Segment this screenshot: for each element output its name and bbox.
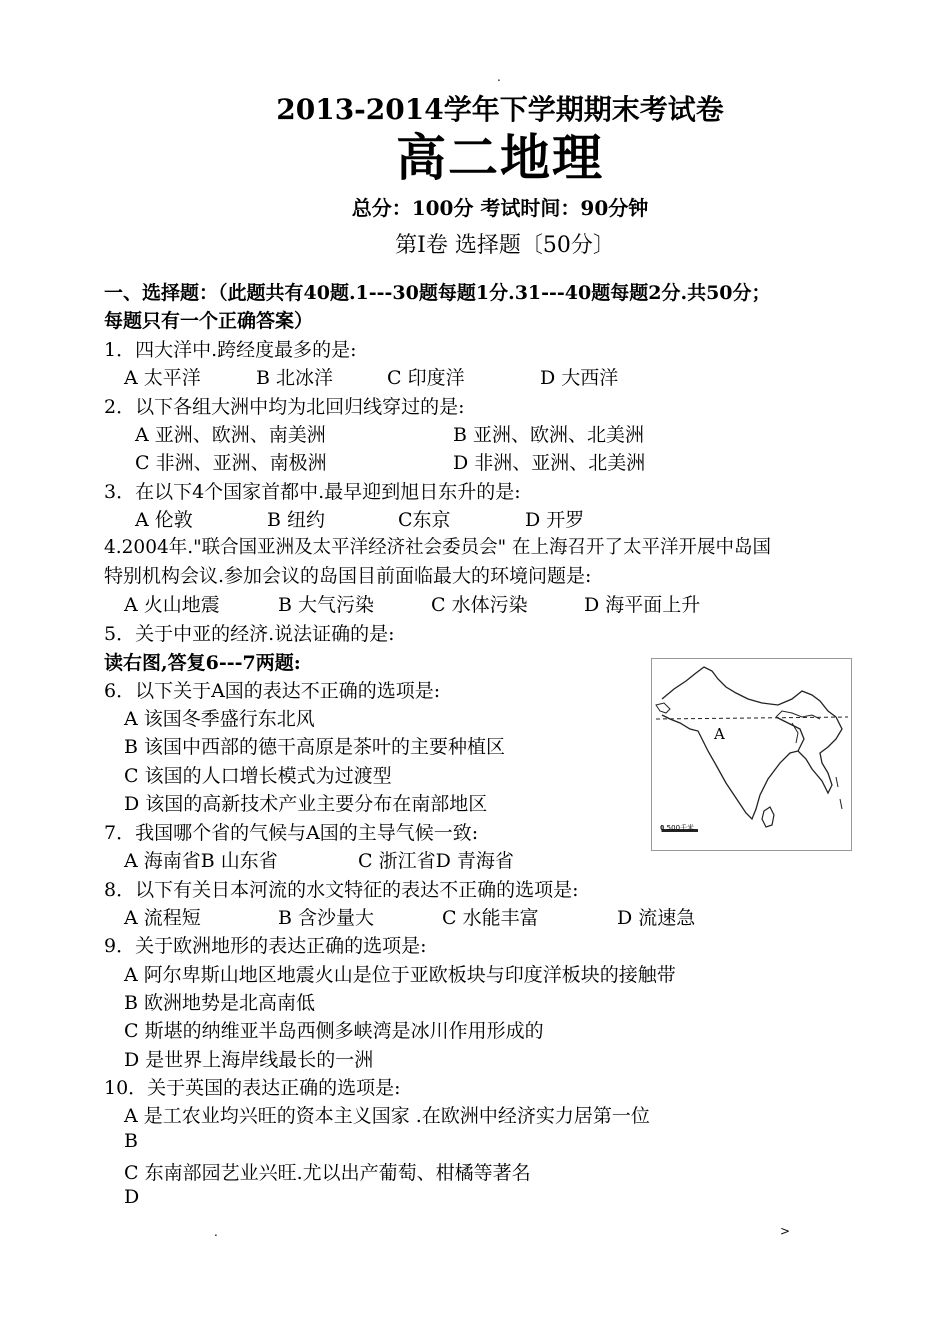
q4-option-a: A 火山地震 bbox=[124, 594, 220, 616]
q9-option-a: A 阿尔卑斯山地区地震火山是位于亚欧板块与印度洋板块的接触带 bbox=[124, 964, 676, 986]
q3-option-d: D 开罗 bbox=[525, 509, 585, 531]
q4-option-c: C 水体污染 bbox=[431, 594, 528, 616]
q2-option-a: A 亚洲、欧洲、南美洲 bbox=[135, 424, 326, 446]
q2-option-d: D 非洲、亚洲、北美洲 bbox=[453, 452, 646, 474]
section-title: 第Ⅰ卷 选择题〔50分〕 bbox=[395, 233, 615, 258]
q8-option-d: D 流速急 bbox=[617, 907, 696, 929]
q2-option-b: B 亚洲、欧洲、北美洲 bbox=[453, 424, 645, 446]
q1-option-a: A 太平洋 bbox=[124, 367, 201, 389]
q6-option-d: D 该国的高新技术产业主要分布在南部地区 bbox=[124, 793, 488, 815]
q3-option-c: C东京 bbox=[398, 509, 451, 531]
q8-option-b: B 含沙量大 bbox=[278, 907, 375, 929]
q3-option-b: B 纽约 bbox=[267, 509, 326, 531]
read-map-instruction: 读右图,答复6---7两题: bbox=[104, 652, 301, 674]
map-scale-label: 0 500千米 bbox=[660, 824, 695, 832]
q6-option-a: A 该国冬季盛行东北风 bbox=[124, 708, 315, 730]
q9-stem: 9．关于欧洲地形的表达正确的选项是: bbox=[104, 935, 427, 957]
q1-stem: 1．四大洋中.跨经度最多的是: bbox=[104, 339, 357, 361]
q6-stem: 6．以下关于A国的表达不正确的选项是: bbox=[104, 680, 441, 702]
q10-option-b: B bbox=[124, 1130, 138, 1152]
q10-option-c: C 东南部园艺业兴旺.尤以出产葡萄、柑橘等著名 bbox=[124, 1162, 531, 1184]
top-mark: . bbox=[497, 70, 501, 84]
q1-option-b: B 北冰洋 bbox=[256, 367, 334, 389]
instructions-line1: 一、选择题：（此题共有40题.1---30题每题1分.31---40题每题2分.共50分； bbox=[104, 282, 771, 304]
q3-option-a: A 伦敦 bbox=[135, 509, 193, 531]
q4-option-d: D 海平面上升 bbox=[584, 594, 701, 616]
q10-stem: 10．关于英国的表达正确的选项是: bbox=[104, 1077, 401, 1099]
map-country-label: A bbox=[714, 725, 725, 743]
q6-option-c: C 该国的人口增长模式为过渡型 bbox=[124, 765, 392, 787]
q9-option-c: C 斯堪的纳维亚半岛西侧多峡湾是冰川作用形成的 bbox=[124, 1020, 544, 1042]
q1-option-c: C 印度洋 bbox=[387, 367, 465, 389]
q5-stem: 5．关于中亚的经济.说法证确的是: bbox=[104, 623, 395, 645]
q7-option-ab: A 海南省B 山东省 bbox=[124, 850, 278, 872]
q3-stem: 3．在以下4个国家首都中.最早迎到旭日东升的是: bbox=[104, 481, 521, 503]
q4-stem-line2: 特别机构会议.参加会议的岛国目前面临最大的环境问题是: bbox=[104, 565, 592, 587]
q10-option-a: A 是工农业均兴旺的资本主义国家 .在欧洲中经济实力居第一位 bbox=[124, 1105, 650, 1127]
footer-left-mark: . bbox=[214, 1225, 218, 1239]
q2-option-c: C 非洲、亚洲、南极洲 bbox=[135, 452, 327, 474]
exam-title: 2013-2014学年下学期期末考试卷 bbox=[276, 93, 724, 126]
q8-option-a: A 流程短 bbox=[124, 907, 201, 929]
q4-option-b: B 大气污染 bbox=[278, 594, 375, 616]
q8-stem: 8．以下有关日本河流的水文特征的表达不正确的选项是: bbox=[104, 879, 579, 901]
q4-stem-line1: 4.2004年."联合国亚洲及太平洋经济社会委员会" 在上海召开了太平洋开展中岛国 bbox=[104, 537, 772, 558]
q10-option-d: D bbox=[124, 1186, 140, 1208]
india-map-svg bbox=[652, 659, 851, 850]
q1-option-d: D 大西洋 bbox=[540, 367, 619, 389]
q6-option-b: B 该国中西部的德干高原是茶叶的主要种植区 bbox=[124, 736, 506, 758]
q8-option-c: C 水能丰富 bbox=[442, 907, 539, 929]
instructions-line2: 每题只有一个正确答案） bbox=[104, 310, 314, 332]
subject-title: 高二地理 bbox=[396, 128, 604, 187]
score-line: 总分：100分 考试时间：90分钟 bbox=[351, 196, 649, 220]
q9-option-b: B 欧洲地势是北高南低 bbox=[124, 992, 316, 1014]
q7-stem: 7．我国哪个省的气候与A国的主导气候一致: bbox=[104, 822, 479, 844]
q9-option-d: D 是世界上海岸线最长的一洲 bbox=[124, 1049, 374, 1071]
q2-stem: 2．以下各组大洲中均为北回归线穿过的是: bbox=[104, 396, 465, 418]
india-map-figure bbox=[651, 658, 852, 851]
q7-option-cd: C 浙江省D 青海省 bbox=[358, 850, 514, 872]
footer-right-mark: > bbox=[780, 1224, 791, 1238]
